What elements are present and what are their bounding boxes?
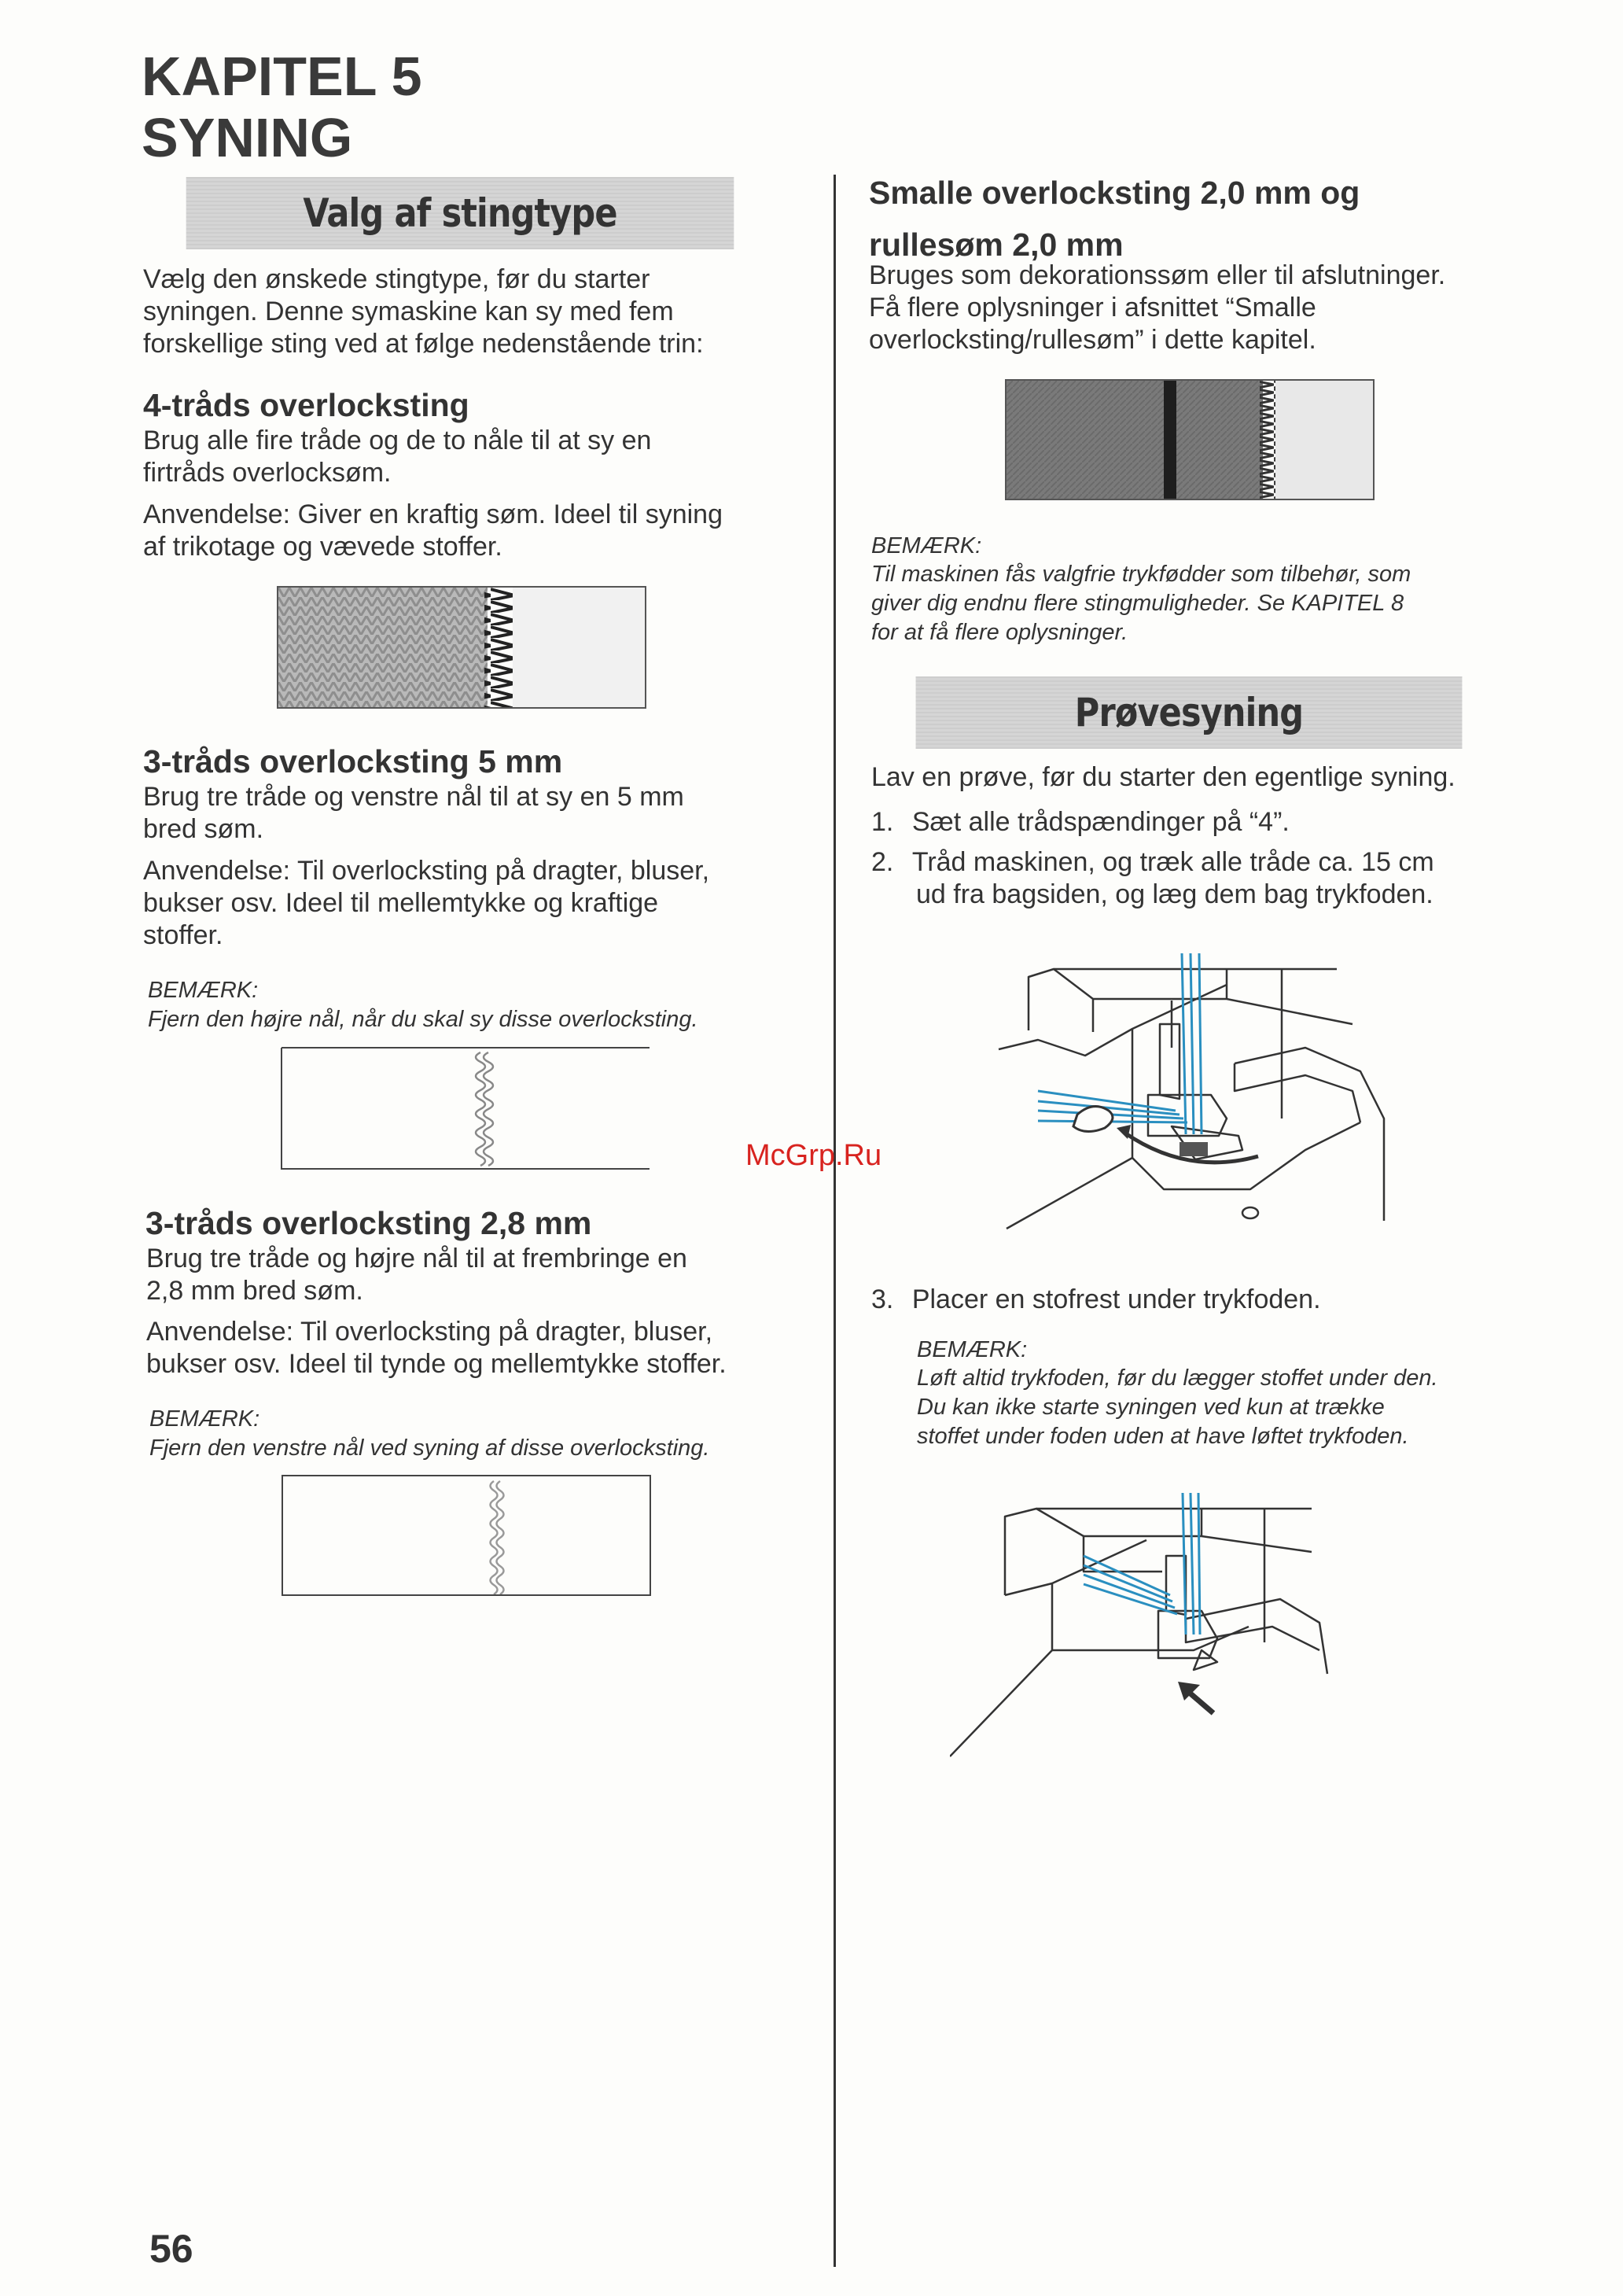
section-banner-stitch-type (186, 177, 734, 249)
stitch-sample-3-thread-5mm (280, 1046, 650, 1170)
text-line: Få flere oplysninger i afsnittet “Smalle (869, 293, 1316, 322)
stitch-sample-4-thread (277, 586, 646, 709)
text-line: bukser osv. Ideel til tynde og mellemtykke stoffer. (146, 1349, 727, 1379)
step-1 (871, 806, 1579, 838)
note-accessories (871, 560, 1579, 647)
text-line: Til maskinen fås valgfrie trykfødder som tilbehør, som (871, 562, 1411, 587)
text-line: Bruges som dekorationssøm eller til afslutninger. (869, 260, 1446, 290)
stitch-sample-3-thread-5mm-image (280, 1046, 650, 1170)
text-line: giver dig endnu flere stingmuligheder. Se KAPITEL 8 (871, 591, 1404, 616)
text-line: Du kan ikke starte syningen ved kun at trække (917, 1395, 1385, 1420)
illustration-thread-behind-foot (991, 953, 1400, 1244)
text-line: bred søm. (143, 814, 264, 844)
text-line: Fjern den venstre nål ved syning af disse overlocksting. (149, 1435, 710, 1461)
stitch-sample-rolled-hem-image (1007, 381, 1373, 499)
desc-narrow-overlock (869, 260, 1577, 356)
step-text: Tråd maskinen, og træk alle tråde ca. 15 cm (911, 847, 1434, 877)
text-line: 2,8 mm bred søm. (146, 1276, 363, 1306)
step-text: Placer en stofrest under trykfoden. (911, 1284, 1321, 1314)
note-title: BEMÆRK: (871, 533, 982, 558)
note-3-thread-5mm (148, 1005, 808, 1034)
section-banner-test-sewing (916, 676, 1463, 749)
chapter-number: KAPITEL 5 (142, 46, 422, 107)
text-line: Brug tre tråde og venstre nål til at sy en 5 mm (143, 782, 684, 812)
chapter-name: SYNING (142, 107, 353, 168)
watermark-link[interactable]: McGrp.Ru (745, 1139, 882, 1172)
text-line: for at få flere oplysninger. (871, 620, 1128, 645)
heading-narrow-overlock (869, 167, 1360, 271)
text-line: stoffer. (143, 920, 223, 950)
test-sewing-intro: Lav en prøve, før du starter den egentlige syning. (871, 762, 1456, 792)
text-line: Løft altid trykfoden, før du lægger stoffet under den. (917, 1365, 1438, 1391)
banner-label: Valg af stingtype (303, 190, 617, 236)
stitch-sample-rolled-hem (1005, 379, 1375, 500)
use-3-thread-2-8mm (146, 1316, 807, 1380)
illustration-thread-behind-foot-image (991, 953, 1400, 1244)
banner-label: Prøvesyning (1074, 690, 1304, 735)
step-number: 3. (871, 1284, 894, 1314)
text-line: firtråds overlocksøm. (143, 458, 392, 488)
text-line: overlocksting/rullesøm” i dette kapitel. (869, 325, 1316, 355)
intro-paragraph (143, 264, 804, 360)
desc-3-thread-2-8mm (146, 1243, 807, 1307)
note-title: BEMÆRK: (917, 1337, 1028, 1362)
step-number: 2. (871, 847, 894, 877)
heading-4-thread: 4-tråds overlocksting (143, 387, 469, 423)
text-line: Anvendelse: Til overlocksting på dragter, bluser, (146, 1317, 713, 1347)
heading-line: Smalle overlocksting 2,0 mm og (869, 175, 1360, 211)
note-3-thread-2-8mm (149, 1434, 818, 1463)
step-2 (871, 846, 1579, 911)
heading-3-thread-2-8mm: 3-tråds overlocksting 2,8 mm (145, 1205, 592, 1241)
stitch-sample-4-thread-image (278, 588, 645, 707)
heading-line: rullesøm 2,0 mm (869, 227, 1124, 263)
desc-3-thread-5mm (143, 781, 804, 846)
text-line: Fjern den højre nål, når du skal sy disse overlocksting. (148, 1007, 698, 1032)
note-title: BEMÆRK: (149, 1406, 260, 1432)
text-line: syningen. Denne symaskine kan sy med fem (143, 297, 674, 326)
page-number: 56 (149, 2227, 193, 2271)
illustration-fabric-under-foot-image (950, 1493, 1359, 1770)
text-line: Vælg den ønskede stingtype, før du starter (143, 264, 650, 294)
step-number: 1. (871, 807, 894, 837)
use-4-thread (143, 499, 804, 563)
text-line: stoffet under foden uden at have løftet trykfoden. (917, 1424, 1409, 1449)
text-line: Anvendelse: Giver en kraftig søm. Ideel til syning (143, 499, 723, 529)
note-title: BEMÆRK: (148, 978, 259, 1003)
step-text: ud fra bagsiden, og læg dem bag trykfoden. (916, 879, 1433, 909)
illustration-fabric-under-foot (950, 1493, 1359, 1770)
text-line: af trikotage og vævede stoffer. (143, 532, 502, 562)
column-divider (834, 175, 836, 2267)
step-3 (871, 1284, 1579, 1316)
text-line: Brug alle fire tråde og de to nåle til at sy en (143, 426, 652, 455)
text-line: Anvendelse: Til overlocksting på dragter, bluser, (143, 856, 710, 886)
stitch-sample-3-thread-2-8mm (282, 1475, 651, 1596)
stitch-sample-3-thread-2-8mm-image (283, 1476, 650, 1594)
text-line: forskellige sting ved at følge nedenstående trin: (143, 329, 704, 359)
desc-4-thread (143, 425, 804, 489)
heading-3-thread-5mm: 3-tråds overlocksting 5 mm (143, 743, 563, 779)
step-text: Sæt alle trådspændinger på “4”. (911, 807, 1290, 837)
text-line: Brug tre tråde og højre nål til at frembringe en (146, 1244, 687, 1273)
use-3-thread-5mm (143, 855, 804, 952)
text-line: bukser osv. Ideel til mellemtykke og kraftige (143, 888, 659, 918)
chapter-title (142, 46, 422, 168)
note-lift-presser-foot (917, 1364, 1593, 1451)
